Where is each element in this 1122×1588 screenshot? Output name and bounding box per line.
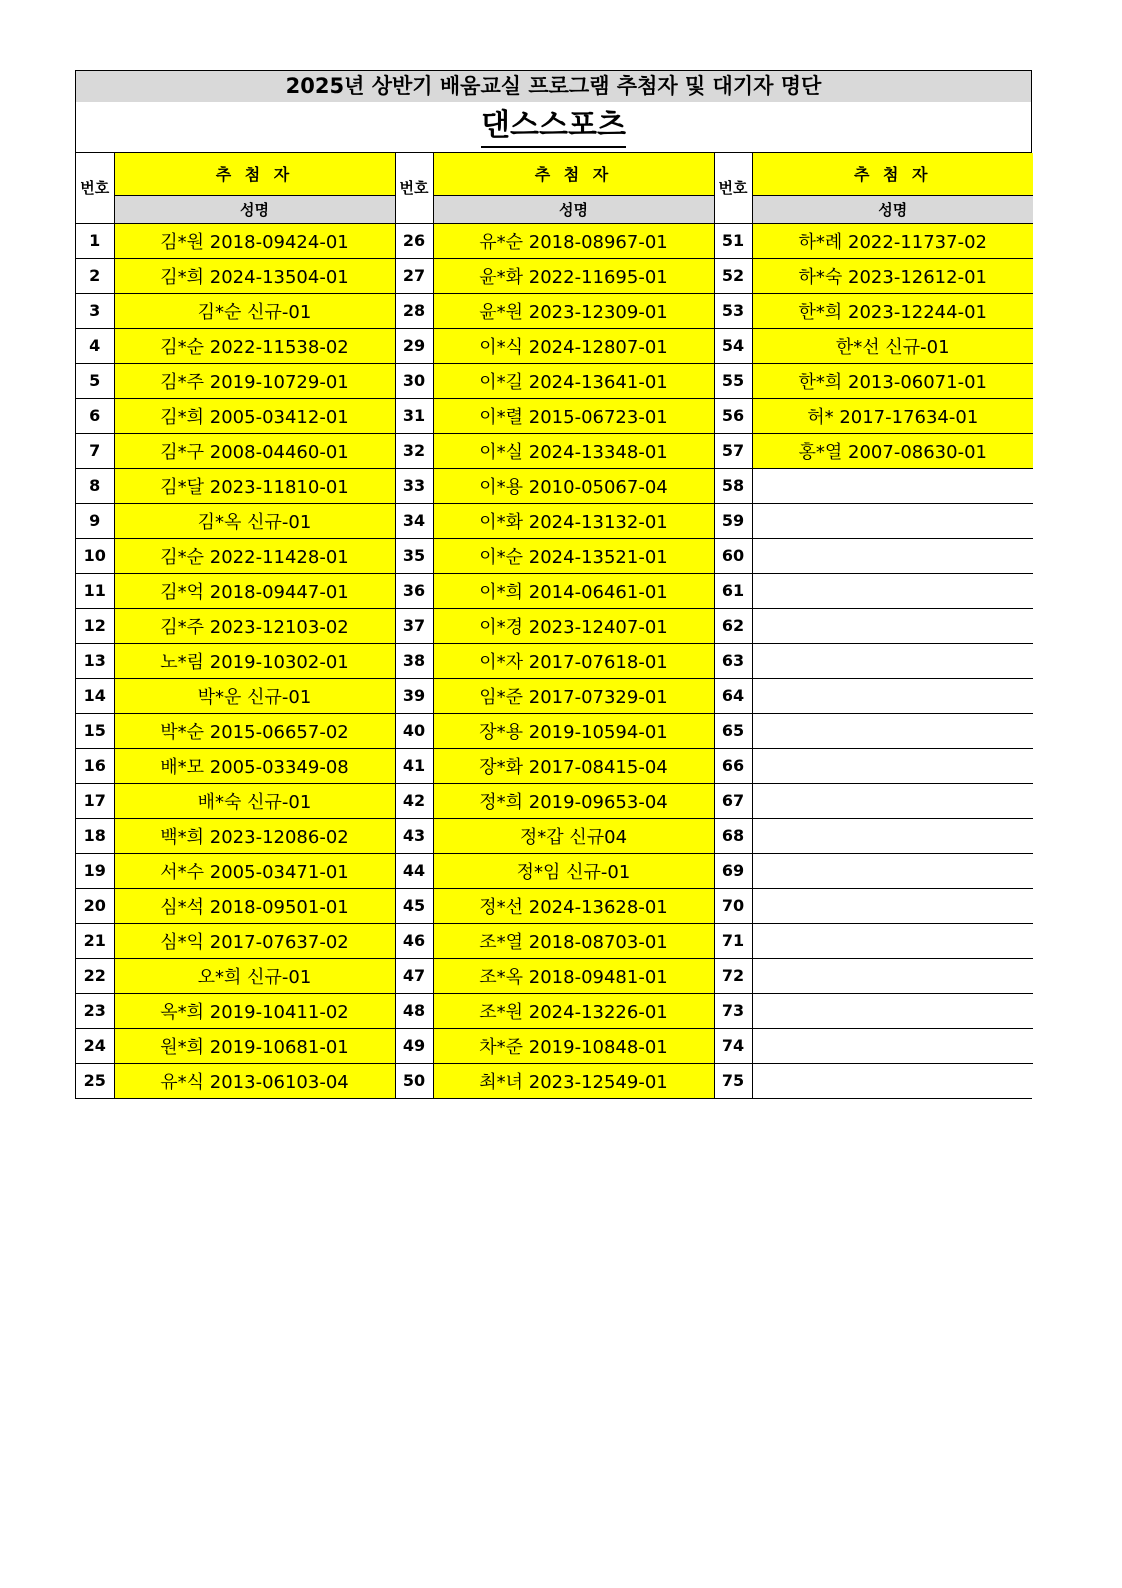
row-number: 21 (76, 923, 114, 958)
row-number: 24 (76, 1028, 114, 1063)
winner-name-cell (752, 678, 1033, 713)
name-header: 성명 (433, 195, 714, 223)
row-number: 59 (714, 503, 752, 538)
winner-name-cell: 윤*화 2022-11695-01 (433, 258, 714, 293)
row-number: 73 (714, 993, 752, 1028)
row-number: 60 (714, 538, 752, 573)
row-number: 7 (76, 433, 114, 468)
table-row (76, 678, 1033, 713)
row-number: 43 (395, 818, 433, 853)
row-number: 18 (76, 818, 114, 853)
row-number: 16 (76, 748, 114, 783)
winner-name-cell: 서*수 2005-03471-01 (114, 853, 395, 888)
row-number: 69 (714, 853, 752, 888)
row-number: 33 (395, 468, 433, 503)
winner-name-cell (752, 923, 1033, 958)
winner-name-cell (752, 748, 1033, 783)
winner-name-cell: 조*원 2024-13226-01 (433, 993, 714, 1028)
row-number: 58 (714, 468, 752, 503)
winner-name-cell (752, 643, 1033, 678)
winner-name-cell: 백*희 2023-12086-02 (114, 818, 395, 853)
row-number: 17 (76, 783, 114, 818)
winner-name-cell: 정*선 2024-13628-01 (433, 888, 714, 923)
winner-name-cell (752, 783, 1033, 818)
row-number: 37 (395, 608, 433, 643)
row-number: 67 (714, 783, 752, 818)
winner-name-cell (752, 818, 1033, 853)
winner-name-cell: 허* 2017-17634-01 (752, 398, 1033, 433)
winner-name-cell: 옥*희 2019-10411-02 (114, 993, 395, 1028)
table-row (76, 328, 1033, 363)
winner-name-cell (752, 538, 1033, 573)
winner-name-cell: 배*모 2005-03349-08 (114, 748, 395, 783)
table-row (76, 993, 1033, 1028)
row-number: 2 (76, 258, 114, 293)
row-number: 57 (714, 433, 752, 468)
winner-name-cell: 하*숙 2023-12612-01 (752, 258, 1033, 293)
winners-header: 추 첨 자 (114, 153, 395, 195)
winner-name-cell: 심*익 2017-07637-02 (114, 923, 395, 958)
number-header: 번호 (76, 153, 114, 223)
winner-name-cell: 김*원 2018-09424-01 (114, 223, 395, 258)
name-header: 성명 (752, 195, 1033, 223)
winner-name-cell: 박*순 2015-06657-02 (114, 713, 395, 748)
row-number: 50 (395, 1063, 433, 1098)
row-number: 56 (714, 398, 752, 433)
program-title: 댄스스포츠 (481, 106, 626, 148)
winner-name-cell: 조*열 2018-08703-01 (433, 923, 714, 958)
table-row (76, 1063, 1033, 1098)
table-row (76, 398, 1033, 433)
winner-name-cell: 노*림 2019-10302-01 (114, 643, 395, 678)
row-number: 64 (714, 678, 752, 713)
row-number: 32 (395, 433, 433, 468)
row-number: 72 (714, 958, 752, 993)
row-number: 63 (714, 643, 752, 678)
row-number: 74 (714, 1028, 752, 1063)
winner-name-cell: 임*준 2017-07329-01 (433, 678, 714, 713)
winner-name-cell: 김*순 2022-11428-01 (114, 538, 395, 573)
winner-name-cell: 이*렬 2015-06723-01 (433, 398, 714, 433)
table-row (76, 1028, 1033, 1063)
winner-name-cell: 심*석 2018-09501-01 (114, 888, 395, 923)
row-number: 71 (714, 923, 752, 958)
table-row (76, 818, 1033, 853)
table-row (76, 258, 1033, 293)
row-number: 42 (395, 783, 433, 818)
table-row (76, 503, 1033, 538)
winner-name-cell: 이*화 2024-13132-01 (433, 503, 714, 538)
winner-name-cell: 장*용 2019-10594-01 (433, 713, 714, 748)
winner-name-cell: 차*준 2019-10848-01 (433, 1028, 714, 1063)
row-number: 19 (76, 853, 114, 888)
table-row (76, 468, 1033, 503)
winner-name-cell: 김*희 2005-03412-01 (114, 398, 395, 433)
header-row (76, 153, 1033, 195)
winner-name-cell: 김*억 2018-09447-01 (114, 573, 395, 608)
winner-name-cell (752, 853, 1033, 888)
row-number: 22 (76, 958, 114, 993)
row-number: 3 (76, 293, 114, 328)
winner-name-cell: 이*자 2017-07618-01 (433, 643, 714, 678)
winner-name-cell: 이*길 2024-13641-01 (433, 363, 714, 398)
row-number: 53 (714, 293, 752, 328)
row-number: 35 (395, 538, 433, 573)
table-row (76, 643, 1033, 678)
winners-header: 추 첨 자 (433, 153, 714, 195)
row-number: 51 (714, 223, 752, 258)
winner-name-cell (752, 608, 1033, 643)
row-number: 11 (76, 573, 114, 608)
winner-name-cell: 정*임 신규-01 (433, 853, 714, 888)
row-number: 75 (714, 1063, 752, 1098)
row-number: 70 (714, 888, 752, 923)
row-number: 4 (76, 328, 114, 363)
table-row (76, 573, 1033, 608)
winner-name-cell: 김*주 2023-12103-02 (114, 608, 395, 643)
row-number: 23 (76, 993, 114, 1028)
row-number: 15 (76, 713, 114, 748)
table-row (76, 293, 1033, 328)
table-row (76, 783, 1033, 818)
winner-name-cell: 정*갑 신규04 (433, 818, 714, 853)
table-row (76, 538, 1033, 573)
row-number: 14 (76, 678, 114, 713)
row-number: 31 (395, 398, 433, 433)
row-number: 29 (395, 328, 433, 363)
winner-name-cell: 박*운 신규-01 (114, 678, 395, 713)
row-number: 41 (395, 748, 433, 783)
winner-name-cell: 배*숙 신규-01 (114, 783, 395, 818)
winner-name-cell: 한*선 신규-01 (752, 328, 1033, 363)
winner-name-cell: 이*순 2024-13521-01 (433, 538, 714, 573)
winner-name-cell (752, 573, 1033, 608)
winner-name-cell: 오*희 신규-01 (114, 958, 395, 993)
row-number: 9 (76, 503, 114, 538)
name-header: 성명 (114, 195, 395, 223)
winner-name-cell (752, 993, 1033, 1028)
table-row (76, 713, 1033, 748)
winner-name-cell (752, 958, 1033, 993)
row-number: 12 (76, 608, 114, 643)
row-number: 34 (395, 503, 433, 538)
winner-name-cell (752, 503, 1033, 538)
winner-name-cell: 이*경 2023-12407-01 (433, 608, 714, 643)
winner-name-cell: 이*희 2014-06461-01 (433, 573, 714, 608)
table-row (76, 958, 1033, 993)
row-number: 61 (714, 573, 752, 608)
row-number: 65 (714, 713, 752, 748)
winner-name-cell (752, 468, 1033, 503)
table-row (76, 923, 1033, 958)
winner-name-cell: 유*순 2018-08967-01 (433, 223, 714, 258)
winner-name-cell: 김*순 신규-01 (114, 293, 395, 328)
program-title-row (76, 102, 1031, 153)
number-header: 번호 (395, 153, 433, 223)
winners-header: 추 첨 자 (752, 153, 1033, 195)
winner-name-cell: 장*화 2017-08415-04 (433, 748, 714, 783)
table-row (76, 433, 1033, 468)
row-number: 40 (395, 713, 433, 748)
winner-name-cell: 하*례 2022-11737-02 (752, 223, 1033, 258)
row-number: 1 (76, 223, 114, 258)
winner-name-cell: 윤*원 2023-12309-01 (433, 293, 714, 328)
row-number: 39 (395, 678, 433, 713)
winner-name-cell: 김*달 2023-11810-01 (114, 468, 395, 503)
winner-name-cell: 김*옥 신규-01 (114, 503, 395, 538)
winner-name-cell: 한*희 2023-12244-01 (752, 293, 1033, 328)
winner-name-cell: 이*실 2024-13348-01 (433, 433, 714, 468)
number-header: 번호 (714, 153, 752, 223)
winner-name-cell: 정*희 2019-09653-04 (433, 783, 714, 818)
winner-name-cell (752, 713, 1033, 748)
table-row (76, 608, 1033, 643)
winner-name-cell: 이*용 2010-05067-04 (433, 468, 714, 503)
row-number: 46 (395, 923, 433, 958)
winner-name-cell: 최*녀 2023-12549-01 (433, 1063, 714, 1098)
table-row (76, 748, 1033, 783)
row-number: 27 (395, 258, 433, 293)
row-number: 8 (76, 468, 114, 503)
row-number: 10 (76, 538, 114, 573)
row-number: 25 (76, 1063, 114, 1098)
table-row (76, 363, 1033, 398)
row-number: 13 (76, 643, 114, 678)
row-number: 5 (76, 363, 114, 398)
roster-table (76, 153, 1033, 1098)
winner-name-cell: 홍*열 2007-08630-01 (752, 433, 1033, 468)
row-number: 49 (395, 1028, 433, 1063)
row-number: 44 (395, 853, 433, 888)
document-title: 2025년 상반기 배움교실 프로그램 추첨자 및 대기자 명단 (76, 71, 1031, 102)
row-number: 45 (395, 888, 433, 923)
row-number: 47 (395, 958, 433, 993)
winner-name-cell: 김*주 2019-10729-01 (114, 363, 395, 398)
row-number: 28 (395, 293, 433, 328)
winner-name-cell: 원*희 2019-10681-01 (114, 1028, 395, 1063)
winner-name-cell: 유*식 2013-06103-04 (114, 1063, 395, 1098)
row-number: 38 (395, 643, 433, 678)
row-number: 6 (76, 398, 114, 433)
row-number: 62 (714, 608, 752, 643)
row-number: 68 (714, 818, 752, 853)
table-row (76, 223, 1033, 258)
row-number: 30 (395, 363, 433, 398)
winner-name-cell: 조*옥 2018-09481-01 (433, 958, 714, 993)
winner-name-cell: 김*구 2008-04460-01 (114, 433, 395, 468)
winner-name-cell: 한*희 2013-06071-01 (752, 363, 1033, 398)
roster-sheet (75, 70, 1032, 1099)
winner-name-cell: 이*식 2024-12807-01 (433, 328, 714, 363)
row-number: 20 (76, 888, 114, 923)
row-number: 48 (395, 993, 433, 1028)
table-row (76, 853, 1033, 888)
row-number: 66 (714, 748, 752, 783)
row-number: 52 (714, 258, 752, 293)
row-number: 54 (714, 328, 752, 363)
winner-name-cell: 김*희 2024-13504-01 (114, 258, 395, 293)
table-row (76, 888, 1033, 923)
row-number: 26 (395, 223, 433, 258)
row-number: 36 (395, 573, 433, 608)
row-number: 55 (714, 363, 752, 398)
winner-name-cell (752, 1063, 1033, 1098)
winner-name-cell: 김*순 2022-11538-02 (114, 328, 395, 363)
subheader-row (76, 195, 1033, 223)
winner-name-cell (752, 888, 1033, 923)
winner-name-cell (752, 1028, 1033, 1063)
